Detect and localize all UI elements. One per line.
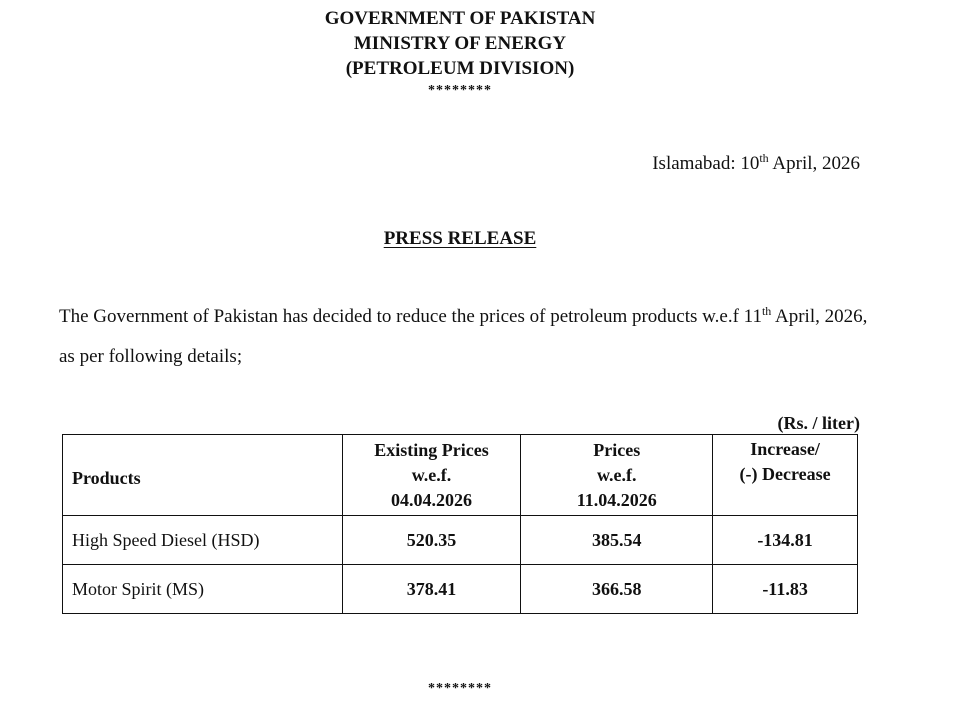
- table-header-row: [63, 435, 858, 516]
- existing-price-cell: 378.41: [342, 565, 521, 614]
- header-new-prices: [521, 435, 713, 516]
- page-title: PRESS RELEASE: [383, 228, 537, 249]
- existing-price-cell: 520.35: [342, 516, 521, 565]
- product-name-cell: Motor Spirit (MS): [63, 565, 343, 614]
- dateline-place: Islamabad: 10: [652, 153, 760, 174]
- paragraph-part2: April, 2026, as per following details;: [59, 306, 868, 367]
- header-new-line1: Prices: [593, 439, 641, 460]
- footer-stars-divider: ********: [428, 681, 492, 696]
- new-price-cell: 385.54: [521, 516, 713, 565]
- header-existing-line1: Existing Prices: [374, 439, 489, 460]
- dateline-rest: April, 2026: [768, 153, 860, 174]
- unit-label: (Rs. / liter): [777, 413, 860, 433]
- header-new-line3: 11.04.2026: [576, 489, 657, 510]
- table-row: [63, 565, 858, 614]
- header-division: (PETROLEUM DIVISION): [345, 58, 575, 79]
- header-change: [713, 435, 858, 516]
- dateline-day-suffix: th: [759, 151, 769, 165]
- header-change-line2: (-) Decrease: [739, 464, 831, 484]
- price-change-cell: -11.83: [713, 565, 858, 614]
- header-existing-line2: w.e.f.: [411, 464, 452, 485]
- body-paragraph: [59, 297, 879, 377]
- paragraph-sup: th: [761, 304, 772, 318]
- header-existing-line3: 04.04.2026: [390, 489, 472, 510]
- header-ministry: MINISTRY OF ENERGY: [353, 33, 567, 54]
- product-name-cell: High Speed Diesel (HSD): [63, 516, 343, 565]
- paragraph-part1: The Government of Pakistan has decided to reduce the prices of petroleum products w.e.f 11: [59, 306, 762, 327]
- header-existing-prices: [342, 435, 521, 516]
- table-row: [63, 516, 858, 565]
- header-change-line1: Increase/: [750, 439, 820, 459]
- header-government: GOVERNMENT OF PAKISTAN: [324, 8, 596, 29]
- header-stars-divider: ********: [428, 83, 492, 98]
- header-products: Products: [63, 435, 343, 516]
- new-price-cell: 366.58: [521, 565, 713, 614]
- price-change-cell: -134.81: [713, 516, 858, 565]
- header-new-line2: w.e.f.: [597, 464, 637, 485]
- dateline: [652, 152, 860, 176]
- price-table: [62, 434, 858, 614]
